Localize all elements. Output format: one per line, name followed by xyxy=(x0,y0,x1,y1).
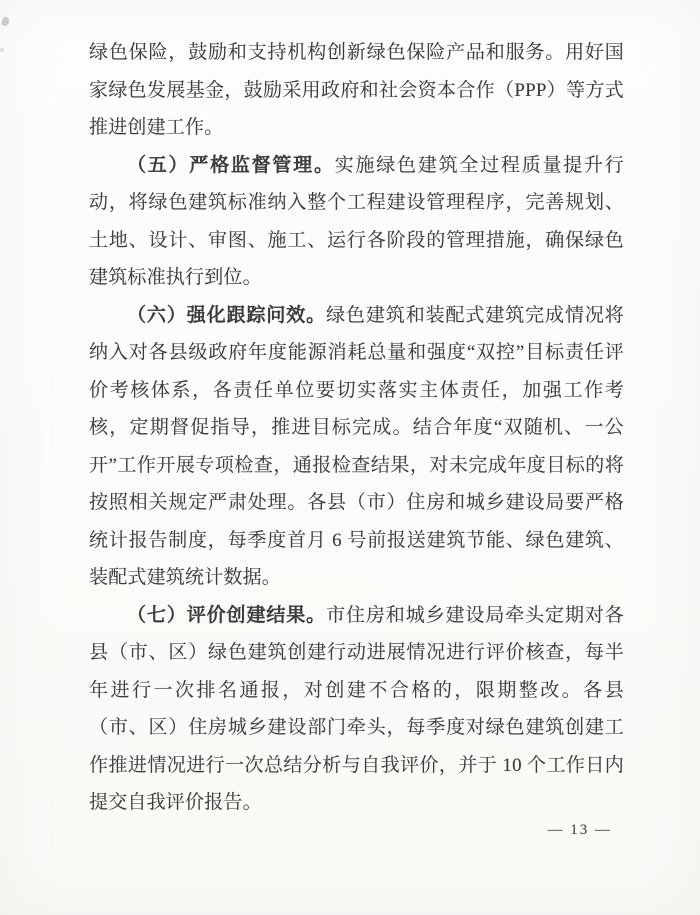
paragraph-text: 绿色保险，鼓励和支持机构创新绿色保险产品和服务。用好国家绿色发展基金，鼓励采用政府和社会资本合作（PPP）等方式推进创建工作。 xyxy=(89,42,624,138)
paragraph-text: 绿色建筑和装配式建筑完成情况将纳入对各县级政府年度能源消耗总量和强度“双控”目标责任评价考核体系，各责任单位要切实落实主体责任，加强工作考核，定期督促指导，推进目标完成。结合年度“双随机、一公开”工作开展专项检查，通报检查结果，对未完成年度目标的将按照相关规定严肃处理。各县（市）住房和城乡建设局要严格统计报告制度，每季度首月 6 号前报送建筑节能、绿色建筑、装配式建筑统计数据。 xyxy=(89,304,624,588)
paragraph-section-6 xyxy=(89,297,624,597)
page-number: — 13 — xyxy=(547,822,612,838)
paragraph-text: 市住房和城乡建设局牵头定期对各县（市、区）绿色建筑创建行动进展情况进行评价核查，每半年进行一次排名通报，对创建不合格的，限期整改。各县（市、区）住房城乡建设部门牵头，每季度对绿色建筑创建工作推进情况进行一次总结分析与自我评价，并于 10 个工作日内提交自我评价报告。 xyxy=(89,604,624,813)
paragraph-section-7 xyxy=(89,597,624,822)
document-body xyxy=(89,34,624,822)
section-heading: （六）强化跟踪问效。 xyxy=(127,304,327,326)
section-heading: （七）评价创建结果。 xyxy=(127,604,327,626)
paragraph-continuation xyxy=(89,34,624,147)
scan-artifact-speck xyxy=(1,16,10,27)
paragraph-text: 实施绿色建筑全过程质量提升行动，将绿色建筑标准纳入整个工程建设管理程序，完善规划、土地、设计、审图、施工、运行各阶段的管理措施，确保绿色建筑标准执行到位。 xyxy=(89,154,624,288)
paragraph-section-5 xyxy=(89,147,624,297)
section-heading: （五）严格监督管理。 xyxy=(127,154,335,176)
scan-artifact-speck xyxy=(0,48,4,52)
